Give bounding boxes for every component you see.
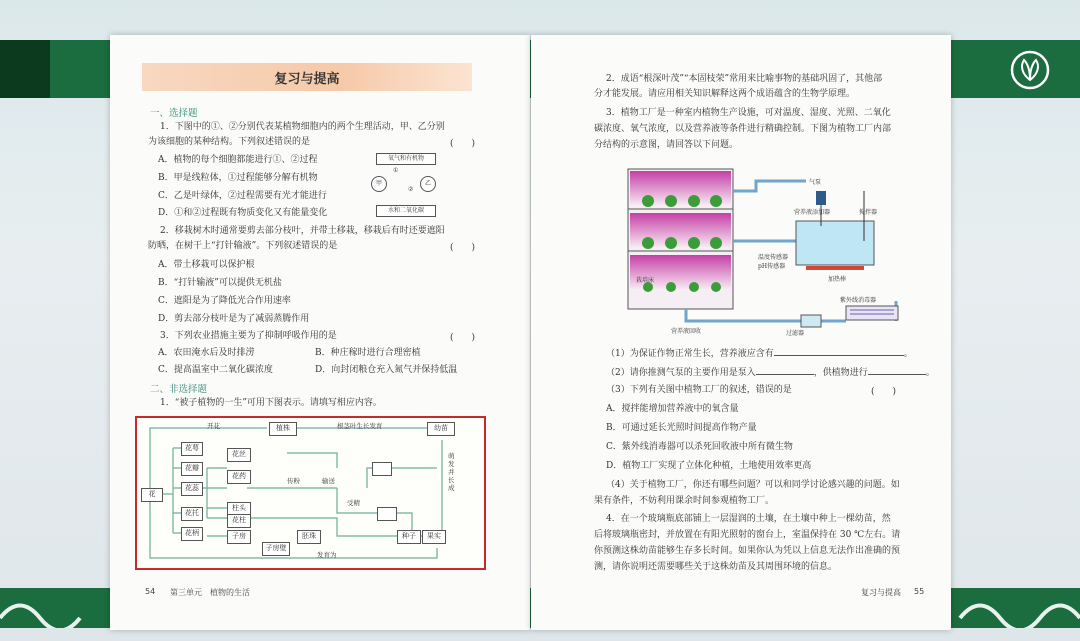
q2-option-c: C．遮阳是为了降低光合作用速率	[158, 296, 291, 306]
node-blank-1	[372, 462, 392, 476]
s3-option-c: C．紫外线消毒器可以杀死回收液中所有微生物	[606, 442, 793, 452]
plant-factory-drawing	[626, 161, 901, 336]
section-heading	[142, 63, 472, 91]
s2-text-b: ，供植物进行	[813, 368, 868, 378]
s3-answer-blank: ( )	[871, 387, 897, 397]
s4-line2: 果有条件，不妨利用课余时间参观植物工厂。	[594, 496, 775, 506]
p3-line2: 碳浓度、氧气浓度，以及营养液等条件进行精确控制。下图为植物工厂内部	[594, 124, 892, 134]
node-seedling: 幼苗	[427, 422, 455, 436]
node-fruit: 果实	[422, 530, 446, 544]
node-stigma: 柱头	[227, 502, 251, 516]
s1-text: （1）为保证作物正常生长，营养液应含有	[606, 349, 774, 359]
node-receptacle: 花托	[181, 507, 203, 521]
q2-option-d: D．剪去部分枝叶是为了减弱蒸腾作用	[158, 314, 310, 324]
diagram-label-flowering: 开花	[207, 422, 220, 430]
q3-option-a: A．农田淹水后及时排涝	[158, 348, 255, 358]
s4-line1: （4）关于植物工厂，你还有哪些问题？可以和同学讨论感兴趣的问题。如	[606, 480, 900, 490]
node-style: 花柱	[227, 514, 251, 528]
diagram-label-1: ①	[393, 167, 399, 174]
s2-blank-2[interactable]	[868, 365, 926, 375]
section-choice-title: 一、选择题	[150, 108, 198, 119]
p2-line2: 分才能发展。请应用相关知识解释这两个成语蕴含的生物学原理。	[594, 89, 856, 99]
p2-line1: 2．成语“根深叶茂”“本固枝荣”常用来比喻事物的基础巩固了，其他部	[606, 74, 883, 84]
left-page	[110, 35, 530, 630]
node-flower: 花	[141, 488, 163, 502]
q1-option-d: D．①和②过程既有物质变化又有能量变化	[158, 208, 328, 218]
left-page-number: 54	[145, 587, 156, 596]
q4-stem: 1．“被子植物的一生”可用下图表示。请填写相应内容。	[160, 398, 382, 408]
diagram-yi-circle: 乙	[420, 176, 436, 192]
s2-line: （2）请你推测气泵的主要作用是泵入 ，供植物进行 。	[606, 365, 935, 379]
q3-option-b: B．种庄稼时进行合理密植	[315, 348, 421, 358]
q2-line2: 防晒，在树干上“打针输液”。下列叙述错误的是	[148, 241, 338, 251]
q1-option-b: B．甲是线粒体，①过程能够分解有机物	[158, 173, 318, 183]
diagram-jia-circle: 甲	[371, 176, 387, 192]
label-cultivation-bed: 栽培床	[636, 277, 655, 284]
page-title: 复习与提高	[274, 72, 340, 87]
plant-factory-diagram	[626, 161, 901, 336]
label-ph-sensor: pH传感器	[758, 263, 786, 270]
node-seed: 种子	[397, 530, 421, 544]
node-ovary-wall: 子房壁	[262, 542, 290, 556]
diagram-label-growth: 根茎叶生长发育	[337, 422, 383, 430]
label-heater: 加热棒	[828, 276, 847, 283]
s1-line: （1）为保证作物正常生长，营养液应含有 。	[606, 346, 913, 360]
s3-stem: （3）下列有关图中植物工厂的叙述，错误的是	[606, 385, 792, 395]
node-filament: 花丝	[227, 448, 251, 462]
label-stirrer: 搅拌器	[859, 209, 878, 216]
label-filter: 过滤器	[786, 330, 805, 337]
node-petal: 花瓣	[181, 462, 203, 476]
diagram-label-transport: 输送	[322, 477, 335, 485]
diagram-label-germinate: 萌发并长成	[448, 452, 455, 492]
s3-option-a: A．搅拌能增加营养液中的氧含量	[606, 404, 739, 414]
q2-option-b: B．“打针输液”可以提供无机盐	[158, 278, 282, 288]
diagram-bottom-box: 水和二氧化碳	[376, 205, 436, 217]
diagram-top-box: 氧气和有机物	[376, 153, 436, 165]
section-open-title: 二、非选择题	[150, 384, 208, 395]
q1-cell-diagram	[368, 150, 448, 218]
p3-line3: 分结构的示意图，请回答以下问题。	[594, 140, 739, 150]
node-ovule: 胚珠	[297, 530, 321, 544]
s1-blank[interactable]	[774, 346, 904, 356]
s3-option-d: D．植物工厂实现了立体化种植，土地使用效率更高	[606, 461, 812, 471]
q1-option-a: A．植物的每个细胞都能进行①、②过程	[158, 155, 318, 165]
p4-line4: 测，请你说明还需要哪些关于这株幼苗及其周围环境的信息。	[594, 562, 838, 572]
q3-answer-blank: ( )	[450, 333, 476, 343]
q2-answer-blank: ( )	[450, 243, 476, 253]
s2-text-a: （2）请你推测气泵的主要作用是泵入	[606, 368, 756, 378]
node-pedicel: 花柄	[181, 527, 203, 541]
right-footer-title: 复习与提高	[861, 588, 901, 597]
s3-option-b: B．可通过延长光照时间提高作物产量	[606, 423, 757, 433]
label-nutrient-adder: 营养液添加器	[794, 209, 831, 216]
q1-option-c: C．乙是叶绿体，②过程需要有光才能进行	[158, 191, 327, 201]
node-blank-2	[377, 507, 397, 521]
plant-lifecycle-diagram	[135, 416, 486, 570]
left-unit-title: 第三单元 植物的生活	[170, 588, 250, 597]
label-temp-sensor: 温度传感器	[758, 254, 789, 261]
q2-line1: 2．移栽树木时通常要剪去部分枝叶，并带土移栽，移栽后有时还要遮阳	[160, 226, 445, 236]
right-page-number: 55	[914, 587, 925, 596]
p4-line1: 4．在一个玻璃瓶底部铺上一层湿润的土壤，在土壤中种上一棵幼苗，然	[606, 514, 891, 524]
right-page	[531, 35, 951, 630]
node-anther: 花药	[227, 470, 251, 484]
diagram-label-pollination: 传粉	[287, 477, 300, 485]
label-uv-sterilizer: 紫外线消毒器	[840, 297, 877, 304]
node-ovary: 子房	[227, 530, 251, 544]
left-dark-tab	[0, 40, 50, 98]
s2-blank-1[interactable]	[756, 365, 814, 375]
q1-line1: 1．下图中的①、②分别代表某植物细胞内的两个生理活动，甲、乙分别	[160, 122, 445, 132]
p3-line1: 3．植物工厂是一种室内植物生产设施，可对温度、湿度、光照、二氧化	[606, 108, 891, 118]
q3-stem: 3．下列农业措施主要为了抑制呼吸作用的是	[160, 331, 337, 341]
node-plant: 植株	[269, 422, 297, 436]
diagram-label-2: ②	[408, 186, 414, 193]
q3-option-d: D．向封闭粮仓充入氮气并保持低温	[315, 365, 458, 375]
p4-line3: 你预测这株幼苗能够生存多长时间。如果你认为凭以上信息无法作出准确的预	[594, 546, 901, 556]
diagram-label-fertilization: 受精	[347, 499, 360, 507]
label-nutrient-recovery: 营养液回收	[671, 328, 702, 335]
q3-option-c: C．提高温室中二氧化碳浓度	[158, 365, 273, 375]
label-air-pump: 气泵	[809, 179, 822, 186]
q2-option-a: A．带土移栽可以保护根	[158, 260, 255, 270]
leaf-logo-icon	[1010, 50, 1050, 90]
q1-answer-blank: ( )	[450, 139, 476, 149]
diagram-label-develop: 发育为	[317, 551, 337, 559]
p4-line2: 后将玻璃瓶密封，并放置在有阳光照射的窗台上，室温保持在 30 ℃左右。请	[594, 530, 901, 540]
q1-line2: 为该细胞的某种结构。下列叙述错误的是	[148, 137, 311, 147]
node-stamen-pistil: 花蕊	[181, 482, 203, 496]
node-sepal: 花萼	[181, 442, 203, 456]
